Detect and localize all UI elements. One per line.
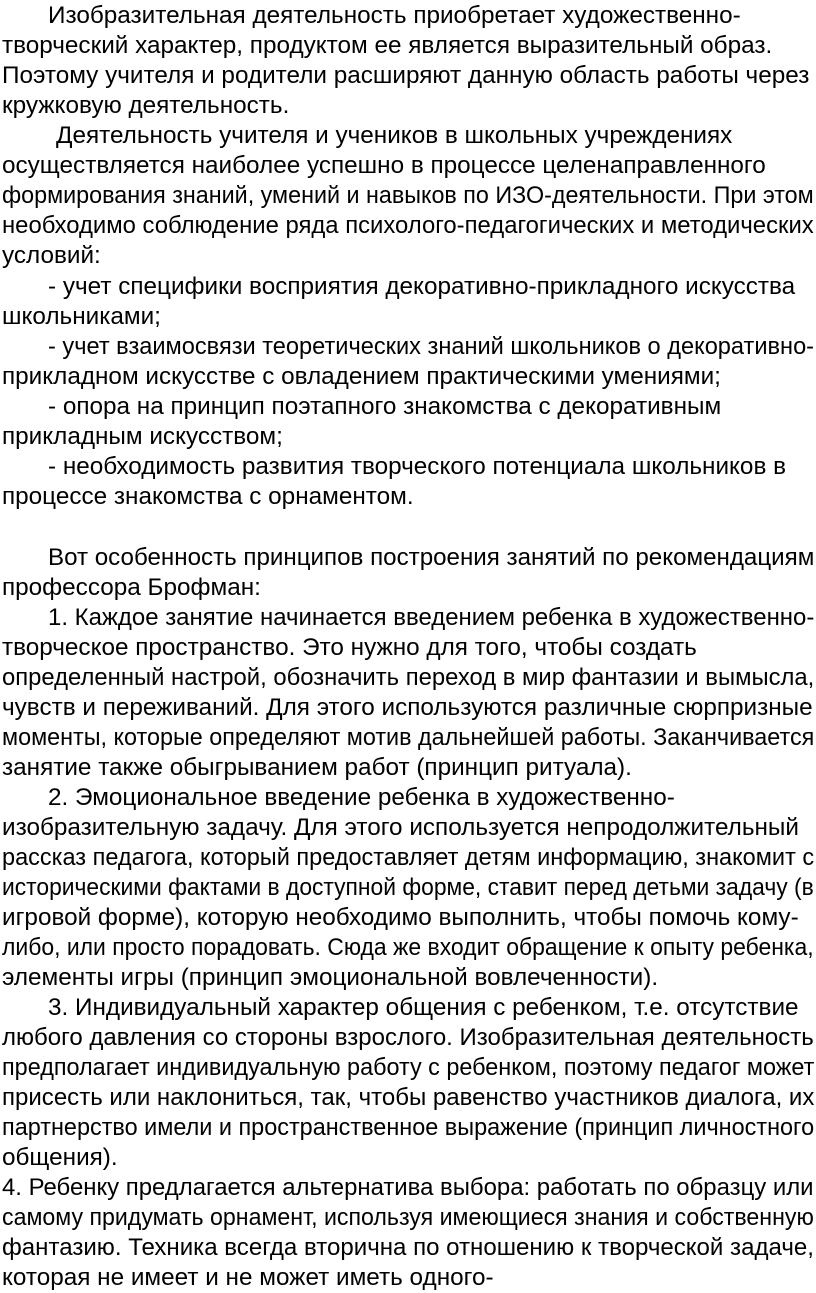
text-line: определенный настрой, обозначить переход в мир фантазии и вымысла, [2, 664, 815, 691]
text-line: либо, или просто порадовать. Сюда же входит обращение к опыту ребенка, [2, 934, 814, 961]
text-line: прикладным искусством; [2, 423, 283, 450]
text-line: самому придумать орнамент, используя имеющиеся знания и собственную [2, 1204, 814, 1231]
text-line: рассказ педагога, который предоставляет детям информацию, знакомит с [2, 844, 815, 871]
text-line: - необходимость развития творческого потенциала школьников в [48, 453, 787, 480]
text-line: изобразительную задачу. Для этого используется непродолжительный [2, 814, 799, 841]
text-line: творческий характер, продуктом ее является выразительный образ. [2, 32, 773, 59]
text-line: 2. Эмоциональное введение ребенка в художественно- [48, 784, 675, 811]
text-line: Изобразительная деятельность приобретает художественно- [48, 2, 741, 29]
text-line: прикладном искусстве с овладением практическими умениями; [2, 363, 721, 390]
text-line: историческими фактами в доступной форме, ставит перед детьми задачу (в [2, 874, 814, 901]
text-line: 3. Индивидуальный характер общения с ребенком, т.е. отсутствие [48, 994, 799, 1021]
text-line: творческое пространство. Это нужно для того, чтобы создать [2, 634, 697, 661]
text-line: присесть или наклониться, так, чтобы равенство участников диалога, их [2, 1084, 815, 1111]
text-line: любого давления со стороны взрослого. Изобразительная деятельность [2, 1024, 814, 1051]
text-line: 1. Каждое занятие начинается введением ребенка в художественно- [48, 604, 815, 631]
text-line: кружковую деятельность. [2, 92, 290, 119]
text-line: 4. Ребенку предлагается альтернатива выбора: работать по образцу или [2, 1174, 814, 1201]
text-line: - учет специфики восприятия декоративно-прикладного искусства [48, 273, 796, 300]
text-line: осуществляется наиболее успешно в процессе целенаправленного [2, 152, 766, 179]
text-line: формирования знаний, умений и навыков по ИЗО-деятельности. При этом [2, 182, 814, 209]
text-line: элементы игры (принцип эмоциональной вовлеченности). [2, 964, 659, 991]
text-line: игровой форме), которую необходимо выполнить, чтобы помочь кому- [2, 904, 799, 931]
text-line: процессе знакомства с орнаментом. [2, 483, 414, 510]
text-line: Деятельность учителя и учеников в школьных учреждениях [56, 122, 733, 149]
text-line: моменты, которые определяют мотив дальнейшей работы. Заканчивается [2, 724, 815, 751]
text-line: чувств и переживаний. Для этого используются различные сюрпризные [2, 694, 813, 721]
text-line: необходимо соблюдение ряда психолого-педагогических и методических [2, 212, 814, 239]
text-line: Вот особенность принципов построения занятий по рекомендациям [48, 544, 815, 571]
text-line: Поэтому учителя и родители расширяют данную область работы через [2, 62, 810, 89]
text-line: которая не имеет и не может иметь одного- [2, 1264, 494, 1291]
text-line: фантазию. Техника всегда вторична по отношению к творческой задаче, [2, 1234, 814, 1261]
text-line: профессора Брофман: [2, 574, 261, 601]
text-line: занятие также обыгрыванием работ (принцип ритуала). [2, 754, 632, 781]
text-line: общения). [2, 1144, 118, 1171]
text-line: условий: [2, 242, 101, 269]
text-line: - учет взаимосвязи теоретических знаний школьников о декоративно- [48, 333, 815, 360]
text-line: предполагает индивидуальную работу с ребенком, поэтому педагог может [2, 1054, 815, 1081]
text-line: - опора на принцип поэтапного знакомства с декоративным [48, 393, 722, 420]
text-line: школьниками; [2, 303, 161, 330]
text-line: партнерство имели и пространственное выражение (принцип личностного [2, 1114, 815, 1141]
